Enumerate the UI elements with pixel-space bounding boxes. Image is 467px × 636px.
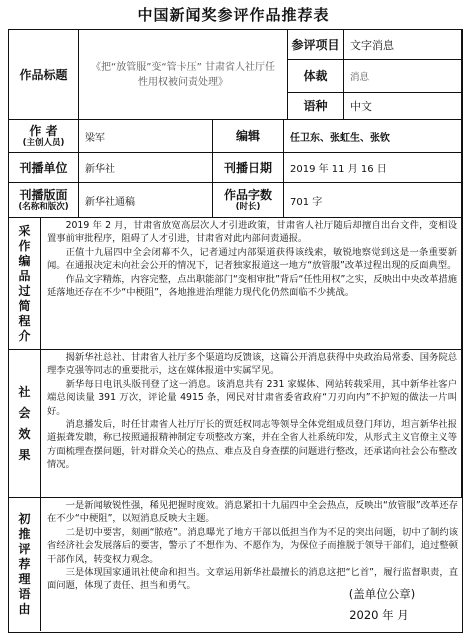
signature-date: 2020 年 月 bbox=[349, 608, 409, 622]
review-label: 初推评荐理语由 bbox=[18, 512, 31, 616]
publisher-value: 新华社 bbox=[79, 153, 213, 183]
publisher-label: 刊播单位 bbox=[9, 153, 79, 183]
effect-text bbox=[41, 350, 462, 498]
genre-label: 体裁 bbox=[288, 60, 344, 93]
effect-paragraph-2: 新华每日电讯头版刊登了这一消息。该消息共有 231 家媒体、网站转载采用，其中新华社客户端总阅读量 391 万次，评论量 4915 条，网民对甘肃省委省政府“刀刃向内”不护短的做法一片叫好。 bbox=[47, 378, 457, 417]
effect-label: 社会效果 bbox=[18, 384, 31, 462]
layout-label-cell bbox=[9, 183, 79, 218]
layout-sublabel: (名称和版次) bbox=[18, 201, 69, 212]
layout-label: 刊播版面 bbox=[19, 187, 68, 202]
effect-label-cell bbox=[9, 350, 41, 498]
author-label: 作 者 bbox=[29, 123, 58, 138]
seal-note: (盖单位公章) bbox=[348, 587, 416, 601]
process-text bbox=[41, 218, 462, 350]
author-value: 梁军 bbox=[79, 120, 213, 153]
effect-paragraph-1: 揭新华社总社、甘肃省人社厅多个渠道均反馈该，这篇公开消息获得中央政治局常委、国务院总理李克强等同志的重要批示，这在媒体报道中实属罕见。 bbox=[47, 352, 457, 377]
word-count-label: 作品字数 bbox=[223, 187, 272, 202]
review-paragraph-1: 一是新闻敏锐性强，稀见把握时度效。消息紧扣十九届四中全会热点，反映出“放管服”改革还存在不少“中梗阻”，以短消息反映大主题。 bbox=[47, 500, 458, 525]
review-paragraph-2: 二是切中要害，刻画“脓疮”。消息曝光了地方干部以低担当作为不足的突出问题，切中了制约该省经济社会发展落后的要害，警示了不想作为、不愿作为，为保位子而推脱于领导干部们，追过整顿干部作风，转变权力观念。 bbox=[47, 526, 458, 565]
review-label-cell bbox=[9, 498, 41, 631]
review-paragraph-3: 三是体现国家通讯社使命和担当。文章运用新华社最擅长的消息这把“匕首”，履行监督职责，直面问题，体现了责任、担当和勇气。 bbox=[47, 567, 458, 592]
page-title: 中国新闻奖参评作品推荐表 bbox=[137, 6, 330, 24]
editor-value: 任卫东、张虹生、张钦 bbox=[284, 120, 462, 153]
author-sublabel: (主创人员) bbox=[22, 137, 65, 148]
language-label: 语种 bbox=[288, 93, 344, 120]
work-title-value: 《把“放管服”变“管卡压” 甘肃省人社厅任性用权被问责处理》 bbox=[79, 30, 288, 120]
work-title-label: 作品标题 bbox=[9, 30, 79, 120]
process-label-cell bbox=[9, 218, 41, 350]
editor-label: 编辑 bbox=[213, 120, 284, 153]
recommendation-form bbox=[8, 29, 463, 633]
author-label-cell bbox=[9, 120, 79, 153]
word-count-sublabel: (时长) bbox=[235, 201, 261, 212]
process-paragraph-1: 2019 年 2 月，甘肃省放宽高层次人才引进政策，甘肃省人社厅随后却擅自出台文件，变相设置事前审批程序，阻碍了人才引进，甘肃省对此内部问责通报。 bbox=[47, 220, 457, 245]
language-value: 中文 bbox=[344, 93, 462, 120]
publish-date-label: 刊播日期 bbox=[213, 153, 284, 183]
process-paragraph-2: 正值十九届四中全会闭幕不久，记者通过内部渠道获得该线索，敏锐地察觉到这是一条重要新闻。在通报决定未向社会公开的情况下，记者独家报道这一地方“放管服”改革过程出现的反面典型。 bbox=[47, 246, 457, 272]
word-count-value: 701 字 bbox=[284, 183, 462, 218]
genre-value: 消息 bbox=[344, 60, 462, 93]
process-paragraph-3: 作品文字精炼，内容完整，点出职能部门“变相审批”背后“任性用权”之实，反映出中央改革措施延落地还存在不少“中梗阻”，各地推进治理能力现代化仍然面临不少挑战。 bbox=[47, 273, 457, 299]
entry-item-value: 文字消息 bbox=[344, 30, 462, 60]
process-label: 采作编品过简程介 bbox=[18, 223, 31, 343]
entry-item-label: 参评项目 bbox=[288, 30, 344, 60]
effect-paragraph-3: 消息播发后，时任甘肃省人社厅厅长的贾廷权同志等领导全体党组成员登门拜访，坦言新华社报道振聋发聩，称已按照通报精神制定专项整改方案，并在全省人社系统印发，从形式主义官僚主义等方面梳理查摆问题，针对群众关心的热点、难点及自身查摆的问题进行整改，还承诺向社会公布整改情况。 bbox=[47, 419, 457, 471]
word-count-label-cell bbox=[213, 183, 284, 218]
layout-value: 新华社通稿 bbox=[79, 183, 213, 218]
publish-date-value: 2019 年 11 月 16 日 bbox=[284, 153, 462, 183]
